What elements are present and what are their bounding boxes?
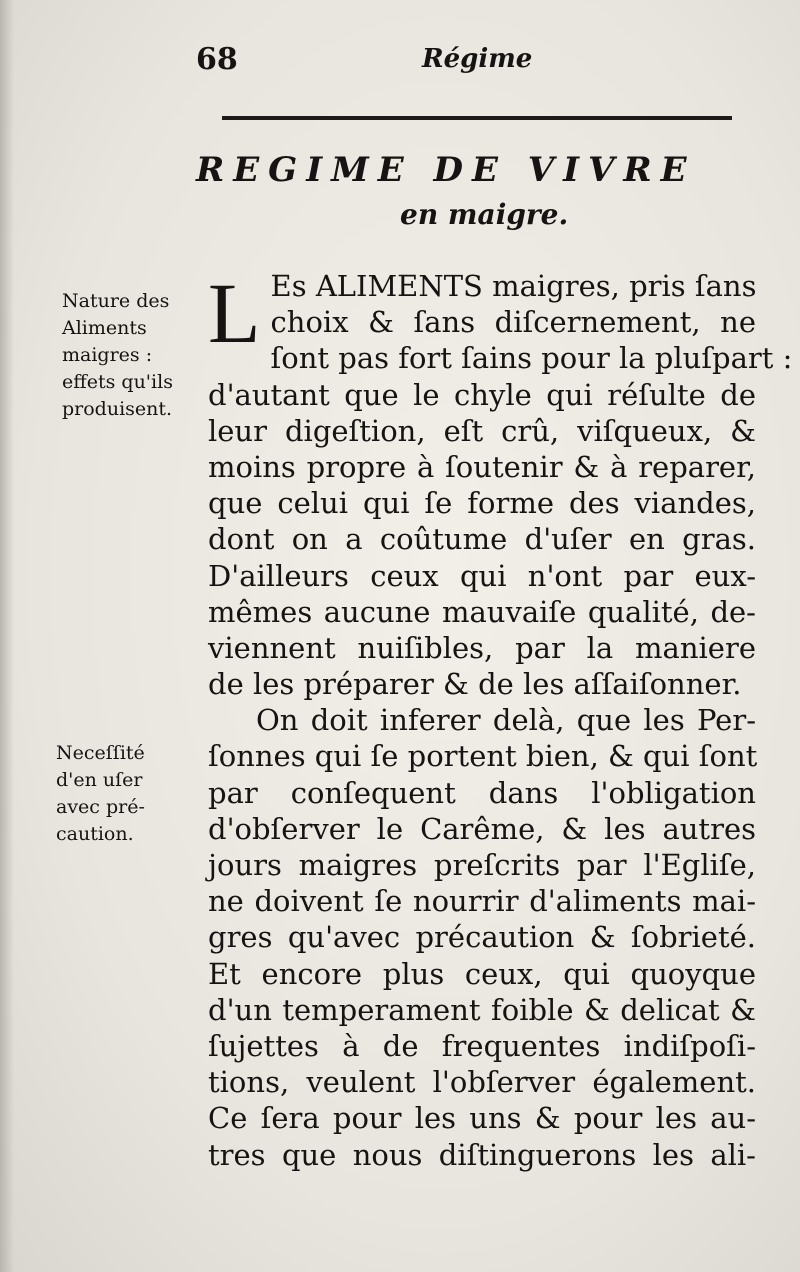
drop-cap: L: [208, 265, 261, 361]
running-head: Régime: [422, 44, 533, 74]
margin-note-line: effets qu'ils: [62, 371, 173, 393]
text-line: dont on a coûtume d'uſer en gras.: [208, 522, 756, 557]
text-line: Et encore plus ceux, qui quoyque: [208, 956, 756, 991]
text-line: D'ailleurs ceux qui n'ont par eux-: [208, 558, 756, 593]
margin-note-line: Neceſſité: [56, 742, 145, 764]
text-line: de les préparer & de les aſſaiſonner.: [208, 667, 742, 702]
section-title: REGIME DE VIVRE: [196, 150, 696, 190]
margin-note-line: produisent.: [62, 398, 173, 420]
text-line: moins propre à ſoutenir & à reparer,: [208, 449, 756, 484]
header-rule: [222, 116, 732, 120]
text-line: que celui qui ſe forme des viandes,: [208, 486, 756, 521]
text-line: d'un temperament foible & delicat &: [208, 992, 756, 1027]
paragraph-1: [208, 265, 793, 702]
text-line: choix & ſans diſcernement, ne: [270, 305, 756, 340]
margin-note-line: avec pré-: [56, 796, 145, 818]
text-line: ſonnes qui ſe portent bien, & qui ſont: [208, 739, 758, 774]
text-line: mêmes aucune mauvaiſe qualité, de-: [208, 594, 756, 629]
text-line: leur digeſtion, eſt crû, viſqueux, &: [208, 413, 756, 448]
text-line: ſont pas fort ſains pour la pluſpart :: [270, 341, 793, 376]
text-line: tres que nous diſtinguerons les ali-: [208, 1137, 756, 1172]
page-header: [0, 42, 800, 90]
text-line: viennent nuiſibles, par la maniere: [208, 630, 756, 665]
text-line: Es ALIMENTS maigres, pris ſans: [270, 269, 757, 303]
margin-note-line: Nature des: [62, 290, 170, 312]
text-line: gres qu'avec précaution & ſobrieté.: [208, 920, 756, 955]
text-line: On doit inferer delà, que les Per-: [256, 703, 756, 738]
margin-note-line: Aliments: [62, 317, 147, 339]
text-line: d'obſerver le Carême, & les autres: [208, 811, 756, 846]
margin-note-necessite: [56, 740, 145, 848]
text-line: jours maigres preſcrits par l'Egliſe,: [208, 848, 756, 882]
margin-note-line: maigres :: [62, 344, 153, 366]
body-text: [208, 265, 793, 1173]
text-line: ne doivent ſe nourrir d'aliments mai-: [208, 884, 756, 919]
paragraph-2: [208, 702, 756, 1172]
text-line: Ce ſera pour les uns & pour les au-: [208, 1101, 756, 1136]
text-line: d'autant que le chyle qui réſulte de: [208, 377, 756, 412]
section-subtitle: en maigre.: [400, 198, 569, 231]
text-line: par conſequent dans l'obligation: [208, 775, 756, 810]
margin-note-line: caution.: [56, 823, 134, 845]
margin-note-line: d'en uſer: [56, 769, 143, 791]
margin-note-nature: [62, 288, 173, 423]
text-line: tions, veulent l'obſerver également.: [208, 1065, 756, 1100]
text-line: ſujettes à de frequentes indiſpoſi-: [208, 1028, 756, 1063]
page-edge-shadow: [0, 0, 14, 1272]
page-number: 68: [196, 42, 238, 77]
